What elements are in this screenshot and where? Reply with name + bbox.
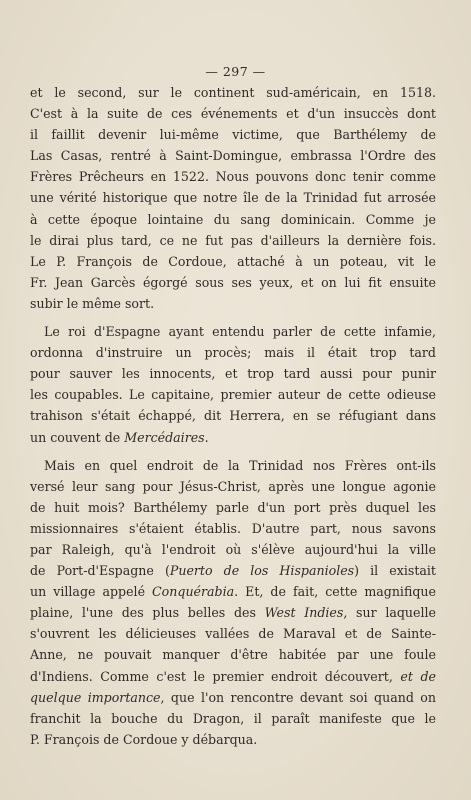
paragraph-1: [30, 82, 436, 314]
text-line: Mais en quel endroit de la Trinidad nos Frères ont-ils: [44, 457, 436, 473]
italic-term: Conquérabia: [152, 584, 235, 600]
paragraph-3: [30, 455, 436, 750]
italic-term: et de: [400, 668, 436, 684]
text-segment: plaine, l'une des plus belles des: [30, 605, 265, 621]
text-segment: de Port-d'Espagne (: [30, 563, 170, 579]
text-segment: un village appelé: [30, 584, 153, 600]
text-line: [30, 427, 436, 448]
text-line: s'ouvrent les délicieuses vallées de Maraval et de Sainte-: [30, 626, 436, 642]
text-line: [30, 666, 436, 687]
paragraph-2: [30, 321, 436, 448]
text-line: Le P. François de Cordoue, attaché à un poteau, vit le: [30, 253, 436, 269]
text-line: le dirai plus tard, ce ne fut pas d'ailleurs la dernière fois.: [30, 232, 436, 248]
text-line: missionnaires s'étaient établis. D'autre part, nous savons: [30, 520, 436, 536]
text-line: [30, 560, 436, 581]
text-line: Anne, ne pouvait manquer d'être habitée par une foule: [30, 647, 436, 663]
text-line: ordonna d'instruire un procès; mais il était trop tard: [30, 345, 436, 361]
text-line: P. François de Cordoue y débarqua.: [30, 731, 258, 747]
body-text: [30, 82, 436, 750]
text-line: Le roi d'Espagne ayant entendu parler de cette infamie,: [44, 324, 436, 340]
text-line: Frères Prêcheurs en 1522. Nous pouvons donc tenir comme: [30, 169, 436, 185]
text-segment: .: [204, 429, 209, 445]
text-line: Las Casas, rentré à Saint-Domingue, embrassa l'Ordre des: [30, 148, 436, 164]
text-segment: un couvent de: [30, 429, 125, 445]
text-line: trahison s'était échappé, dit Herrera, en se réfugiant dans: [30, 408, 436, 424]
text-line: il faillit devenir lui-même victime, que Barthélemy de: [30, 127, 436, 143]
italic-term: Puerto de los Hispanioles: [169, 563, 355, 579]
text-segment: . Et, de fait, cette magnifique: [234, 584, 436, 600]
text-line: C'est à la suite de ces événements et d'un insuccès dont: [30, 106, 436, 122]
text-line: [30, 602, 436, 623]
text-line: Fr. Jean Garcès égorgé sous ses yeux, et on lui fit ensuite: [30, 274, 436, 290]
text-line: subir le même sort.: [30, 295, 155, 311]
text-line: franchit la bouche du Dragon, il paraît manifeste que le: [30, 710, 436, 726]
text-line: par Raleigh, qu'à l'endroit où s'élève aujourd'hui la ville: [30, 541, 436, 557]
text-line: les coupables. Le capitaine, premier auteur de cette odieuse: [30, 387, 436, 403]
text-line: versé leur sang pour Jésus-Christ, après une longue agonie: [30, 478, 436, 494]
text-segment: , que l'on rencontre devant soi quand on: [160, 689, 436, 705]
text-line: pour sauver les innocents, et trop tard aussi pour punir: [30, 366, 436, 382]
text-line: de huit mois? Barthélemy parle d'un port près duquel les: [30, 499, 436, 515]
text-line: [30, 581, 436, 602]
text-segment: d'Indiens. Comme c'est le premier endroit découvert,: [30, 668, 401, 684]
text-segment: ) il existait: [354, 563, 436, 579]
page-number: — 297 —: [205, 64, 266, 79]
italic-term: Mercédaires: [124, 429, 205, 445]
text-segment: , sur laquelle: [343, 605, 436, 621]
text-line: et le second, sur le continent sud-américain, en 1518.: [30, 85, 436, 100]
text-line: une vérité historique que notre île de la Trinidad fut arrosée: [30, 190, 436, 206]
text-line: à cette époque lointaine du sang dominicain. Comme je: [30, 211, 436, 227]
italic-term: quelque importance: [30, 689, 161, 705]
text-line: [30, 687, 436, 708]
italic-term: West Indies: [264, 605, 344, 621]
